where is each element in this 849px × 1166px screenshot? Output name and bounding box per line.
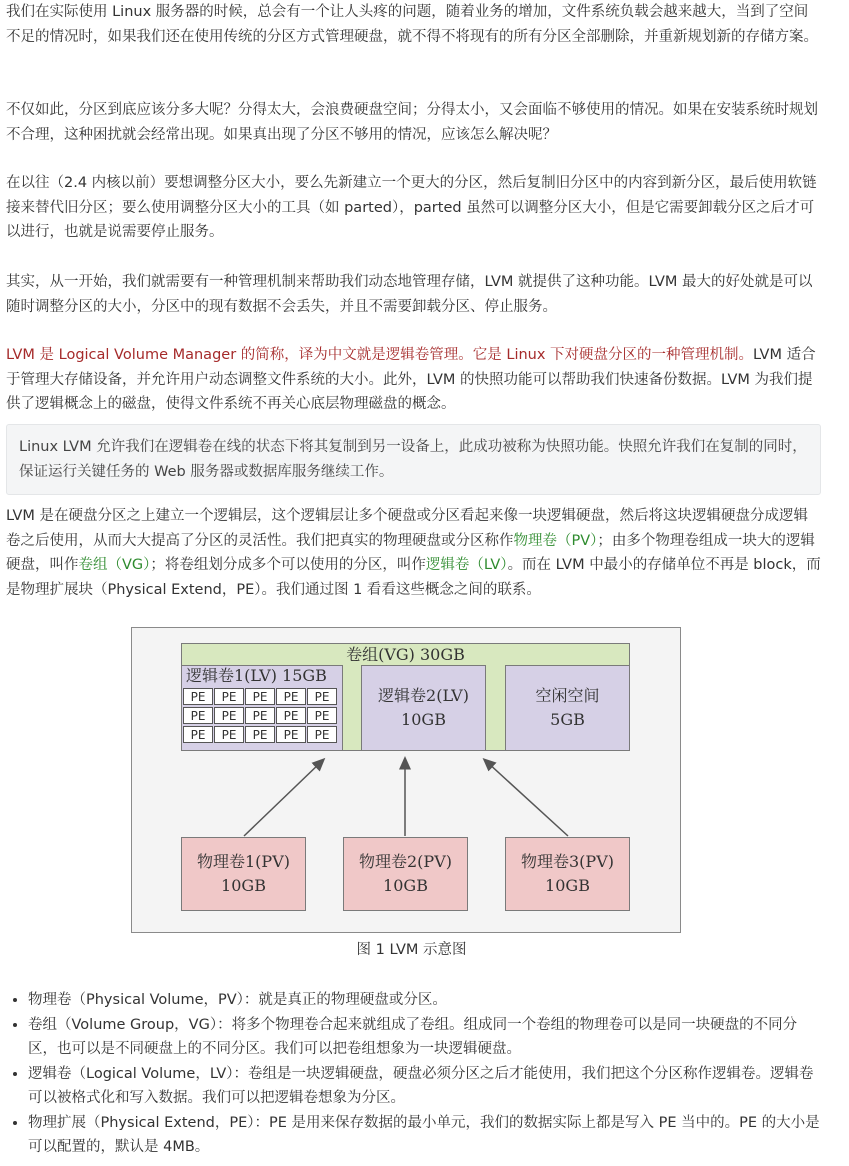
logical-volume-1-title: 逻辑卷1(LV) 15GB [186,666,327,685]
figure-caption: 图 1 LVM 示意图 [356,942,467,958]
logical-volume-2-size: 10GB [401,710,446,729]
concepts-text-d: 。而在 LVM 中最小的存储单位不再是 block，而是物理扩展块（Physical Extend，PE）。我们通过图 1 看看这些概念之间的联系。 [6,557,821,598]
pe-cell: PE [307,688,337,705]
lvm-definition-highlight: LVM 是 Logical Volume Manager 的简称，译为中文就是逻辑卷管理。它是 Linux 下对硬盘分区的一种管理机制。 [6,347,754,363]
pe-cell: PE [276,707,306,724]
physical-volume-1-size: 10GB [221,876,266,895]
paragraph-intro: 我们在实际使用 Linux 服务器的时候，总会有一个让人头疼的问题，随着业务的增加，文件系统负载会越来越大，当到了空间不足的情况时，如果我们还在使用传统的分区方式管理硬盘，就不得不将现有的所有分区全部删除，并重新规划新的存储方案。 [6,4,818,45]
pe-cell: PE [307,707,337,724]
term-pv: 物理卷（PV） [513,532,598,549]
pe-cell: PE [214,688,244,705]
pe-cell: PE [183,688,213,705]
snapshot-blockquote: Linux LVM 允许我们在逻辑卷在线的状态下将其复制到另一设备上，此成功被称为快照功能。快照允许我们在复制的同时，保证运行关键任务的 Web 服务器或数据库服务继续工作。 [6,424,821,495]
physical-volume-3-box [505,837,630,911]
pe-cell: PE [245,707,275,724]
list-item: • 物理扩展（Physical Extend，PE）：PE 是用来保存数据的最小单元，我们的数据实际上都是写入 PE 当中的。PE 的大小是可以配置的，默认是 4MB。 [28,1111,821,1160]
paragraph-partition-size: 不仅如此，分区到底应该分多大呢？分得太大，会浪费硬盘空间；分得太小，又会面临不够使用的情况。如果在安装系统时规划不合理，这种困扰就会经常出现。如果真出现了分区不够用的情况，应该怎么解决呢？ [6,102,818,143]
term-vg: 卷组（VG） [78,557,151,573]
paragraph-lvm-concepts [6,504,821,602]
paragraph-old-method: 在以往（2.4 内核以前）要想调整分区大小，要么先新建立一个更大的分区，然后复制旧分区中的内容到新分区，最后使用软链接来替代旧分区；要么使用调整分区大小的工具（如 parted），parted 虽然可以调整分区大小，但是它需要卸载分区之后才可以进行，也就是说需要停止服务。 [6,175,817,240]
pe-cell: PE [307,726,337,743]
pe-cell: PE [245,688,275,705]
lvm-diagram [131,627,681,933]
free-space-size: 5GB [550,710,585,729]
physical-volume-2-box [343,837,468,911]
physical-volume-3-name: 物理卷3(PV) [521,852,614,871]
pe-cell: PE [214,726,244,743]
paragraph-lvm-definition [6,343,821,417]
free-space-name: 空闲空间 [535,686,600,705]
paragraph-lvm-benefit: 其实，从一开始，我们就需要有一种管理机制来帮助我们动态地管理存储，LVM 就提供了这种功能。LVM 最大的好处就是可以随时调整分区的大小，分区中的现有数据不会丢失，并且不需要卸载分区、停止服务。 [6,274,813,315]
pe-cell: PE [276,726,306,743]
physical-volume-1-name: 物理卷1(PV) [197,852,290,871]
arrow-pv1 [244,762,321,836]
list-item: • 卷组（Volume Group，VG）：将多个物理卷合起来就组成了卷组。组成同一个卷组的物理卷可以是同一块硬盘的不同分区，也可以是不同硬盘上的不同分区。我们可以把卷组想象为一块逻辑硬盘。 [28,1013,821,1062]
physical-volume-3-size: 10GB [545,876,590,895]
pe-cell: PE [183,726,213,743]
concepts-text-b: ；由多个物理卷组成一块大的逻辑硬盘，叫作 [6,532,815,573]
list-item: • 逻辑卷（Logical Volume，LV）：卷组是一块逻辑硬盘，硬盘必须分区之后才能使用，我们把这个分区称作逻辑卷。逻辑卷可以被格式化和写入数据。我们可以把逻辑卷想象为分区。 [28,1062,821,1111]
pe-cell: PE [276,688,306,705]
physical-volume-2-size: 10GB [383,876,428,895]
concept-list [6,988,821,1160]
term-lv: 逻辑卷（LV） [425,557,508,573]
concepts-text-a: LVM 是在硬盘分区之上建立一个逻辑层，这个逻辑层让多个硬盘或分区看起来像一块逻辑硬盘，然后将这块逻辑硬盘分成逻辑卷之后使用，从而大大提高了分区的灵活性。我们把真实的物理硬盘或分区称作 [6,508,809,549]
pe-cell: PE [245,726,275,743]
arrow-pv3 [487,762,568,836]
volume-group-title: 卷组(VG) 30GB [346,645,465,664]
logical-volume-2-name: 逻辑卷2(LV) [378,686,469,705]
lvm-definition-rest: LVM 适合于管理大存储设备，并允许用户动态调整文件系统的大小。此外，LVM 的快照功能可以帮助我们快速备份数据。LVM 为我们提供了逻辑概念上的磁盘，使得文件系统不再关心底层物理磁盘的概念。 [6,347,816,412]
concepts-text-c: ；将卷组划分成多个可以使用的分区，叫作 [150,557,426,573]
physical-volume-1-box [181,837,306,911]
list-item: • 物理卷（Physical Volume，PV）：就是真正的物理硬盘或分区。 [28,988,821,1013]
physical-volume-2-name: 物理卷2(PV) [359,852,452,871]
pe-cell: PE [214,707,244,724]
pe-cell: PE [183,707,213,724]
